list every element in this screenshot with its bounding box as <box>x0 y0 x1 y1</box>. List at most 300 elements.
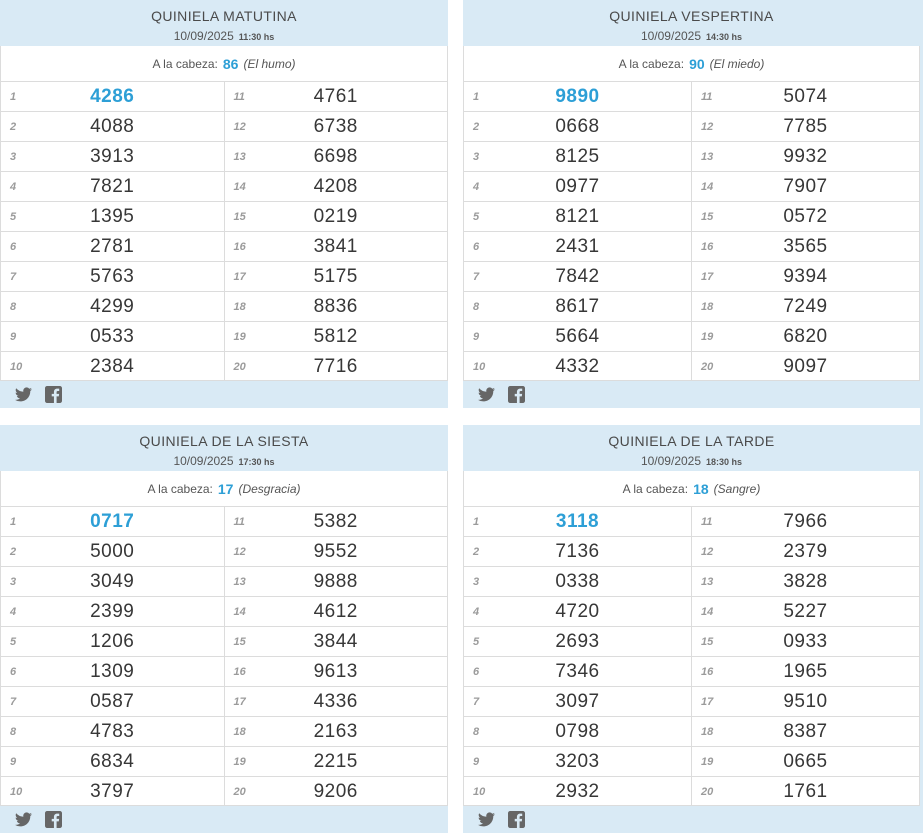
draw-time: 17:30 hs <box>238 457 275 467</box>
position-label: 10 <box>473 785 486 798</box>
position-label: 12 <box>233 120 246 133</box>
head-number: 86 <box>222 55 239 72</box>
row-half-right <box>691 657 919 686</box>
table-row <box>1 746 447 776</box>
winning-head-number: 4286 <box>90 85 135 107</box>
row-half-right <box>691 567 919 596</box>
twitter-icon <box>15 386 32 403</box>
position-label: 20 <box>233 785 246 798</box>
position-label: 5 <box>10 210 17 223</box>
table-row <box>1 776 447 806</box>
position-label: 10 <box>10 360 23 373</box>
position-label: 5 <box>473 635 480 648</box>
row-half-right <box>691 142 919 171</box>
row-half-left <box>464 777 691 806</box>
twitter-share-button[interactable] <box>15 386 32 403</box>
draw-number: 9394 <box>783 265 828 287</box>
position-label: 12 <box>701 120 714 133</box>
draw-number: 6834 <box>90 750 135 772</box>
position-label: 7 <box>10 270 17 283</box>
table-row <box>1 566 447 596</box>
table-row <box>464 716 919 746</box>
head-label: A la cabeza: <box>618 56 685 71</box>
winning-head-number: 0717 <box>90 510 135 532</box>
position-label: 18 <box>701 300 714 313</box>
draw-number: 4720 <box>555 600 600 622</box>
row-half-left <box>1 322 224 351</box>
head-label: A la cabeza: <box>622 481 689 496</box>
row-half-left <box>464 172 691 201</box>
row-half-right <box>224 597 448 626</box>
position-label: 14 <box>233 605 246 618</box>
row-half-right <box>224 777 448 806</box>
position-label: 17 <box>233 270 246 283</box>
row-half-left <box>1 507 224 536</box>
row-half-right <box>224 627 448 656</box>
row-half-left <box>464 597 691 626</box>
draw-number: 3565 <box>783 235 828 257</box>
head-label: A la cabeza: <box>152 56 218 71</box>
draw-number: 3797 <box>90 780 135 802</box>
row-half-left <box>464 142 691 171</box>
row-half-left <box>464 537 691 566</box>
table-row <box>1 686 447 716</box>
head-number-row <box>463 46 920 81</box>
draw-number: 2781 <box>90 235 135 257</box>
table-row <box>1 536 447 566</box>
draw-number: 9613 <box>313 660 358 682</box>
row-half-left <box>464 262 691 291</box>
draw-number: 0219 <box>313 205 358 227</box>
table-row <box>1 716 447 746</box>
row-half-right <box>691 627 919 656</box>
panel-footer <box>463 381 920 408</box>
head-name: (El humo) <box>243 56 296 71</box>
row-half-left <box>1 687 224 716</box>
facebook-icon <box>45 811 62 828</box>
position-label: 11 <box>233 515 245 528</box>
draw-number: 7136 <box>555 540 600 562</box>
row-half-left <box>464 232 691 261</box>
position-label: 12 <box>233 545 246 558</box>
facebook-share-button[interactable] <box>45 386 62 403</box>
position-label: 2 <box>10 120 17 133</box>
table-row <box>464 231 919 261</box>
results-table <box>0 506 448 806</box>
draw-number: 4612 <box>313 600 358 622</box>
draw-number: 3097 <box>555 690 600 712</box>
draw-time: 11:30 hs <box>238 32 275 42</box>
draw-date: 10/09/2025 <box>173 454 234 468</box>
draw-number: 7785 <box>783 115 828 137</box>
draw-number: 3841 <box>313 235 358 257</box>
row-half-right <box>691 172 919 201</box>
row-half-left <box>1 172 224 201</box>
row-half-left <box>1 202 224 231</box>
draw-number: 6738 <box>313 115 358 137</box>
position-label: 7 <box>473 270 480 283</box>
draw-number: 1309 <box>90 660 135 682</box>
draw-number: 0798 <box>555 720 600 742</box>
position-label: 2 <box>473 120 480 133</box>
position-label: 18 <box>233 725 246 738</box>
row-half-right <box>224 232 448 261</box>
draw-number: 3049 <box>90 570 135 592</box>
row-half-right <box>691 537 919 566</box>
facebook-icon <box>508 386 525 403</box>
position-label: 8 <box>10 300 17 313</box>
table-row <box>1 656 447 686</box>
table-row <box>464 171 919 201</box>
row-half-right <box>691 232 919 261</box>
draw-number: 2215 <box>313 750 358 772</box>
table-row <box>464 566 919 596</box>
head-name: (Desgracia) <box>238 481 301 496</box>
position-label: 6 <box>473 240 480 253</box>
row-half-left <box>1 627 224 656</box>
row-half-left <box>1 567 224 596</box>
position-label: 19 <box>701 330 714 343</box>
row-half-left <box>464 112 691 141</box>
draw-number: 9888 <box>313 570 358 592</box>
row-half-right <box>691 202 919 231</box>
table-row <box>464 626 919 656</box>
position-label: 11 <box>701 515 713 528</box>
draw-number: 7346 <box>555 660 600 682</box>
row-half-right <box>691 352 919 381</box>
position-label: 8 <box>10 725 17 738</box>
panel-title: QUINIELA DE LA TARDE <box>608 433 775 449</box>
row-half-left <box>1 232 224 261</box>
row-half-right <box>691 687 919 716</box>
row-half-left <box>1 112 224 141</box>
table-row <box>1 141 447 171</box>
table-row <box>1 81 447 111</box>
head-name: (Sangre) <box>713 481 761 496</box>
row-half-left <box>1 142 224 171</box>
position-label: 13 <box>233 575 246 588</box>
row-half-left <box>464 292 691 321</box>
position-label: 6 <box>473 665 480 678</box>
panel-header <box>463 0 920 46</box>
position-label: 15 <box>233 635 246 648</box>
table-row <box>464 596 919 626</box>
table-row <box>464 536 919 566</box>
row-half-right <box>691 292 919 321</box>
head-name: (El miedo) <box>709 56 765 71</box>
panel-footer <box>463 806 920 833</box>
draw-number: 8125 <box>555 145 600 167</box>
twitter-share-button[interactable] <box>15 811 32 828</box>
draw-number: 4208 <box>313 175 358 197</box>
position-label: 4 <box>473 180 480 193</box>
draw-number: 4761 <box>313 85 358 107</box>
row-half-left <box>1 747 224 776</box>
position-label: 4 <box>10 180 17 193</box>
draw-number: 2399 <box>90 600 135 622</box>
winning-head-number: 3118 <box>555 510 600 532</box>
row-half-right <box>691 717 919 746</box>
row-half-left <box>464 657 691 686</box>
table-row <box>464 656 919 686</box>
quiniela-panel-matutina <box>0 0 448 408</box>
draw-number: 7821 <box>90 175 135 197</box>
facebook-share-button[interactable] <box>508 811 525 828</box>
draw-number: 1206 <box>90 630 135 652</box>
panel-footer <box>0 381 448 408</box>
position-label: 7 <box>10 695 17 708</box>
draw-number: 5382 <box>313 510 358 532</box>
table-row <box>464 111 919 141</box>
row-half-left <box>464 717 691 746</box>
draw-number: 9206 <box>313 780 358 802</box>
panel-date <box>0 454 448 468</box>
table-row <box>1 261 447 291</box>
draw-number: 5074 <box>783 85 828 107</box>
position-label: 15 <box>701 210 714 223</box>
table-row <box>464 141 919 171</box>
panel-header <box>0 425 448 471</box>
position-label: 2 <box>473 545 480 558</box>
draw-number: 8617 <box>555 295 600 317</box>
draw-number: 3913 <box>90 145 135 167</box>
position-label: 17 <box>701 695 714 708</box>
position-label: 9 <box>473 755 480 768</box>
draw-number: 0665 <box>783 750 828 772</box>
position-label: 4 <box>473 605 480 618</box>
facebook-share-button[interactable] <box>45 811 62 828</box>
position-label: 13 <box>233 150 246 163</box>
panel-header <box>463 425 920 471</box>
draw-number: 0977 <box>555 175 600 197</box>
position-label: 20 <box>701 785 714 798</box>
position-label: 6 <box>10 240 17 253</box>
draw-time: 14:30 hs <box>706 32 743 42</box>
draw-number: 9552 <box>313 540 358 562</box>
draw-number: 2384 <box>90 355 135 377</box>
draw-number: 4088 <box>90 115 135 137</box>
draw-number: 9097 <box>783 355 828 377</box>
position-label: 6 <box>10 665 17 678</box>
row-half-right <box>224 507 448 536</box>
row-half-right <box>224 142 448 171</box>
position-label: 3 <box>10 575 17 588</box>
position-label: 11 <box>233 90 245 103</box>
draw-number: 2932 <box>555 780 600 802</box>
table-row <box>1 111 447 141</box>
row-half-right <box>224 352 448 381</box>
head-number: 90 <box>689 55 705 72</box>
head-label: A la cabeza: <box>147 481 213 496</box>
quiniela-panel-vespertina <box>463 0 920 408</box>
draw-number: 9932 <box>783 145 828 167</box>
row-half-right <box>224 567 448 596</box>
row-half-left <box>1 292 224 321</box>
row-half-right <box>224 262 448 291</box>
facebook-share-button[interactable] <box>508 386 525 403</box>
quiniela-panel-tarde <box>463 425 920 833</box>
row-half-right <box>691 82 919 111</box>
draw-number: 4783 <box>90 720 135 742</box>
position-label: 4 <box>10 605 17 618</box>
winning-head-number: 9890 <box>555 85 600 107</box>
draw-number: 4299 <box>90 295 135 317</box>
draw-number: 4332 <box>555 355 600 377</box>
draw-number: 9510 <box>783 690 828 712</box>
twitter-icon <box>478 811 495 828</box>
table-row <box>464 81 919 111</box>
row-half-right <box>224 112 448 141</box>
facebook-icon <box>508 811 525 828</box>
position-label: 19 <box>701 755 714 768</box>
row-half-right <box>224 292 448 321</box>
draw-number: 8387 <box>783 720 828 742</box>
position-label: 7 <box>473 695 480 708</box>
draw-number: 7249 <box>783 295 828 317</box>
position-label: 5 <box>473 210 480 223</box>
draw-number: 7966 <box>783 510 828 532</box>
draw-number: 7716 <box>313 355 358 377</box>
draw-number: 3844 <box>313 630 358 652</box>
position-label: 19 <box>233 330 246 343</box>
position-label: 18 <box>701 725 714 738</box>
table-row <box>464 776 919 806</box>
draw-number: 0533 <box>90 325 135 347</box>
position-label: 16 <box>701 665 714 678</box>
row-half-right <box>691 507 919 536</box>
panel-date <box>463 454 920 468</box>
head-number-row <box>463 471 920 506</box>
position-label: 8 <box>473 300 480 313</box>
position-label: 16 <box>233 240 246 253</box>
position-label: 10 <box>473 360 486 373</box>
twitter-share-button[interactable] <box>478 386 495 403</box>
draw-number: 5664 <box>555 325 600 347</box>
draw-number: 0338 <box>555 570 600 592</box>
twitter-icon <box>478 386 495 403</box>
results-table <box>463 81 920 381</box>
position-label: 8 <box>473 725 480 738</box>
position-label: 2 <box>10 545 17 558</box>
row-half-left <box>1 352 224 381</box>
draw-date: 10/09/2025 <box>173 29 234 43</box>
draw-time: 18:30 hs <box>706 457 743 467</box>
position-label: 19 <box>233 755 246 768</box>
row-half-left <box>1 717 224 746</box>
draw-number: 0933 <box>783 630 828 652</box>
draw-number: 1761 <box>783 780 828 802</box>
draw-number: 2431 <box>555 235 600 257</box>
head-number-row <box>0 471 448 506</box>
position-label: 20 <box>701 360 714 373</box>
panel-header <box>0 0 448 46</box>
position-label: 11 <box>701 90 713 103</box>
row-half-left <box>464 627 691 656</box>
draw-date: 10/09/2025 <box>640 29 702 43</box>
position-label: 10 <box>10 785 23 798</box>
draw-number: 5763 <box>90 265 135 287</box>
table-row <box>1 231 447 261</box>
row-half-left <box>464 82 691 111</box>
panel-footer <box>0 806 448 833</box>
position-label: 1 <box>473 515 480 528</box>
head-number-row <box>0 46 448 81</box>
position-label: 20 <box>233 360 246 373</box>
table-row <box>464 746 919 776</box>
row-half-left <box>1 262 224 291</box>
draw-number: 1395 <box>90 205 135 227</box>
head-number: 18 <box>693 480 709 497</box>
row-half-left <box>464 322 691 351</box>
position-label: 1 <box>10 515 17 528</box>
draw-number: 5000 <box>90 540 135 562</box>
results-table <box>463 506 920 806</box>
row-half-left <box>1 82 224 111</box>
position-label: 1 <box>10 90 17 103</box>
panel-date <box>463 29 920 43</box>
row-half-right <box>691 747 919 776</box>
row-half-right <box>224 82 448 111</box>
row-half-right <box>224 687 448 716</box>
table-row <box>464 291 919 321</box>
position-label: 9 <box>10 755 17 768</box>
row-half-right <box>224 657 448 686</box>
panel-title: QUINIELA DE LA SIESTA <box>139 433 309 449</box>
table-row <box>464 321 919 351</box>
draw-number: 6820 <box>783 325 828 347</box>
draw-number: 4336 <box>313 690 358 712</box>
twitter-share-button[interactable] <box>478 811 495 828</box>
results-table <box>0 81 448 381</box>
position-label: 15 <box>701 635 714 648</box>
row-half-left <box>464 687 691 716</box>
row-half-left <box>464 202 691 231</box>
position-label: 14 <box>701 605 714 618</box>
head-number: 17 <box>217 480 234 497</box>
position-label: 12 <box>701 545 714 558</box>
table-row <box>464 506 919 536</box>
row-half-right <box>691 112 919 141</box>
row-half-left <box>464 507 691 536</box>
quiniela-panel-siesta <box>0 425 448 833</box>
draw-number: 3203 <box>555 750 600 772</box>
table-row <box>1 201 447 231</box>
position-label: 18 <box>233 300 246 313</box>
position-label: 3 <box>10 150 17 163</box>
draw-number: 2693 <box>555 630 600 652</box>
draw-number: 6698 <box>313 145 358 167</box>
table-row <box>1 291 447 321</box>
row-half-right <box>224 537 448 566</box>
position-label: 15 <box>233 210 246 223</box>
table-row <box>464 261 919 291</box>
row-half-left <box>1 597 224 626</box>
position-label: 13 <box>701 575 714 588</box>
draw-number: 0572 <box>783 205 828 227</box>
row-half-left <box>1 537 224 566</box>
row-half-right <box>691 262 919 291</box>
row-half-left <box>464 352 691 381</box>
draw-number: 5227 <box>783 600 828 622</box>
table-row <box>1 626 447 656</box>
draw-number: 0587 <box>90 690 135 712</box>
facebook-icon <box>45 386 62 403</box>
row-half-right <box>691 777 919 806</box>
position-label: 14 <box>233 180 246 193</box>
position-label: 5 <box>10 635 17 648</box>
row-half-right <box>691 322 919 351</box>
draw-date: 10/09/2025 <box>640 454 702 468</box>
